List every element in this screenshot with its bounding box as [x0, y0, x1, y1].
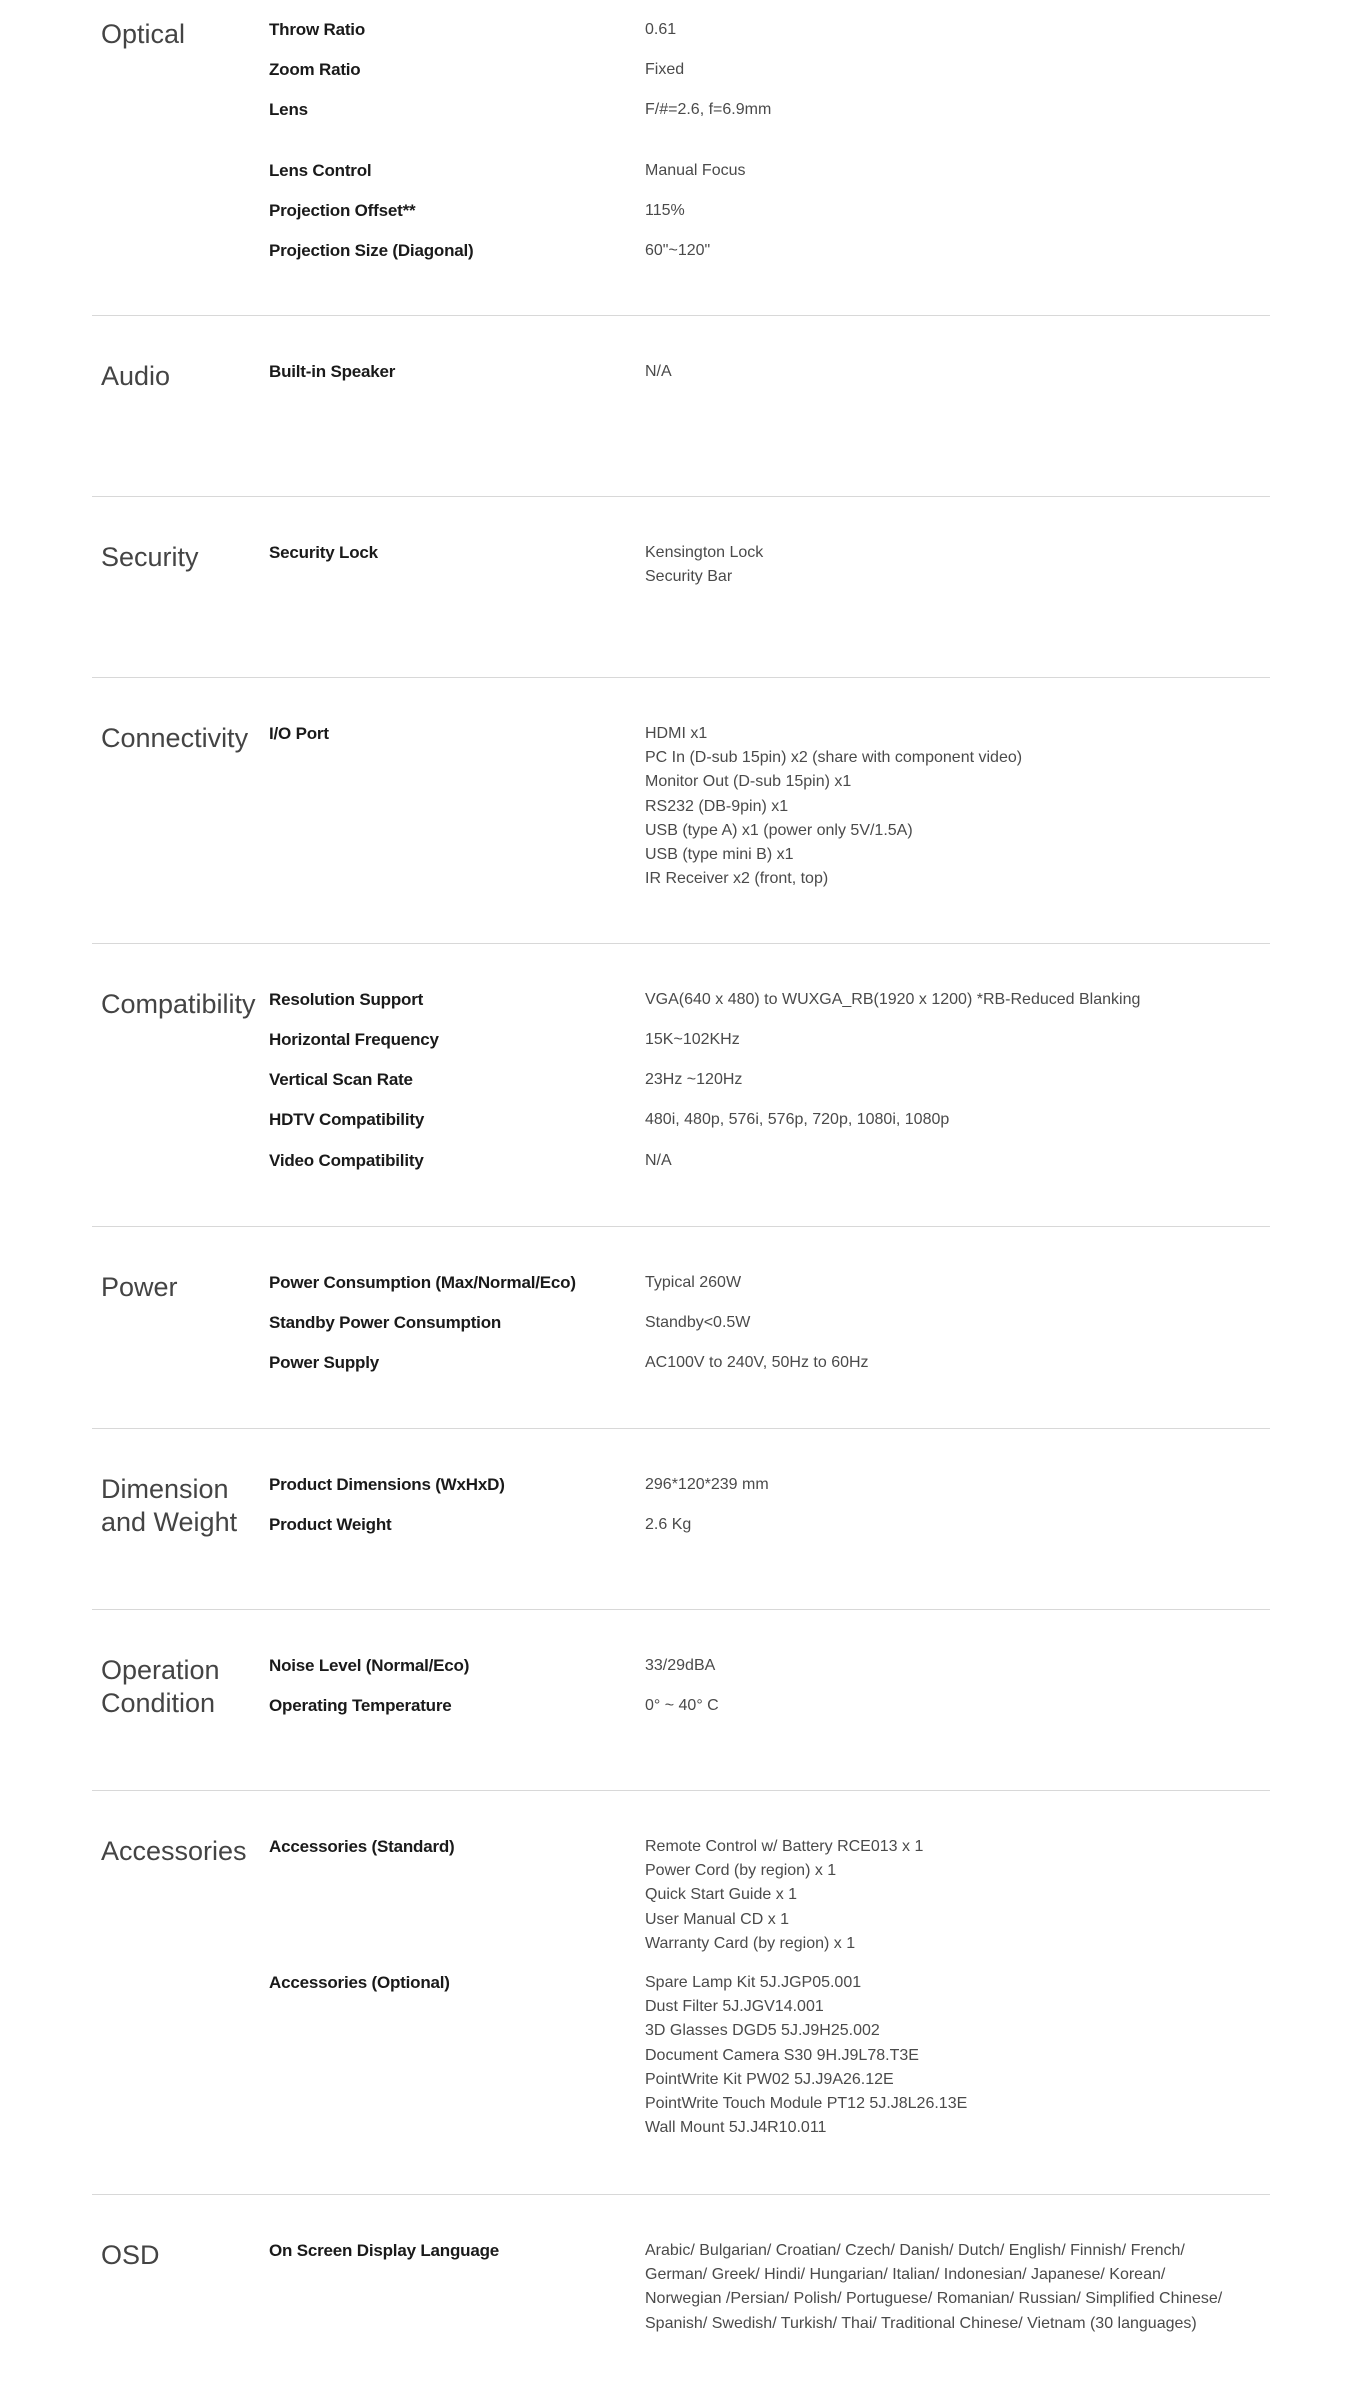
- spec-value: F/#=2.6, f=6.9mm: [645, 101, 772, 118]
- section-osd: [92, 2195, 1270, 2385]
- spec-label: Resolution Support: [269, 990, 424, 1009]
- spec-value: Remote Control w/ Battery RCE013 x 1: [645, 1838, 924, 1855]
- spec-label: Product Weight: [269, 1515, 392, 1534]
- spec-value: 480i, 480p, 576i, 576p, 720p, 1080i, 1080p: [645, 1111, 950, 1128]
- spec-value: Standby<0.5W: [645, 1314, 751, 1331]
- spec-value: Fixed: [645, 61, 685, 78]
- section-title-line: and Weight: [101, 1507, 238, 1537]
- spec-label: Accessories (Standard): [269, 1837, 455, 1856]
- section-title: Security: [101, 542, 199, 572]
- spec-label: Lens Control: [269, 161, 372, 180]
- spec-value: 0.61: [645, 21, 677, 38]
- spec-value: USB (type A) x1 (power only 5V/1.5A): [645, 821, 913, 839]
- spec-value: USB (type mini B) x1: [645, 846, 794, 864]
- spec-label: Lens: [269, 100, 308, 119]
- section-optical: [92, 0, 1270, 316]
- spec-label: Product Dimensions (WxHxD): [269, 1475, 505, 1494]
- section-title-line: Operation: [101, 1655, 220, 1685]
- spec-value: Document Camera S30 9H.J9L78.T3E: [645, 2046, 919, 2064]
- spec-label: Operating Temperature: [269, 1696, 452, 1715]
- spec-label: Projection Size (Diagonal): [269, 241, 474, 260]
- spec-value: Kensington Lock: [645, 544, 764, 561]
- spec-value: PC In (D-sub 15pin) x2 (share with component video): [645, 749, 1023, 767]
- section-compatibility: [92, 944, 1270, 1227]
- section-power: [92, 1227, 1270, 1429]
- section-title: [101, 1473, 237, 1539]
- spec-value: N/A: [645, 1152, 672, 1169]
- spec-value: Dust Filter 5J.JGV14.001: [645, 1998, 824, 2016]
- spec-value: PointWrite Kit PW02 5J.J9A26.12E: [645, 2070, 894, 2088]
- spec-value: Security Bar: [645, 568, 733, 586]
- spec-value: Wall Mount 5J.J4R10.011: [645, 2119, 827, 2137]
- spec-label: Power Supply: [269, 1353, 380, 1372]
- spec-value: PointWrite Touch Module PT12 5J.J8L26.13E: [645, 2095, 968, 2113]
- section-title-line: Dimension: [101, 1474, 229, 1504]
- section-title: [101, 1654, 220, 1720]
- section-accessories: [92, 1791, 1270, 2195]
- spec-value: Power Cord (by region) x 1: [645, 1862, 837, 1880]
- spec-value: HDMI x1: [645, 725, 708, 742]
- spec-table: [92, 0, 1270, 2385]
- section-title-line: Condition: [101, 1688, 216, 1718]
- spec-value: N/A: [645, 363, 672, 380]
- spec-value: RS232 (DB-9pin) x1: [645, 797, 789, 815]
- spec-value: Quick Start Guide x 1: [645, 1886, 798, 1904]
- spec-label: Built-in Speaker: [269, 362, 396, 381]
- spec-value: 15K~102KHz: [645, 1031, 740, 1048]
- spec-value: 60"~120": [645, 242, 711, 259]
- section-title: Compatibility: [101, 989, 256, 1019]
- spec-label: Projection Offset**: [269, 201, 416, 220]
- spec-label: Video Compatibility: [269, 1151, 424, 1170]
- section-connectivity: [92, 678, 1270, 944]
- spec-label: Noise Level (Normal/Eco): [269, 1656, 470, 1675]
- spec-label: Power Consumption (Max/Normal/Eco): [269, 1273, 576, 1292]
- spec-value: Arabic/ Bulgarian/ Croatian/ Czech/ Danish/ Dutch/ English/ Finnish/ French/: [645, 2242, 1185, 2259]
- section-title: Power: [101, 1272, 178, 1302]
- spec-value: AC100V to 240V, 50Hz to 60Hz: [645, 1354, 869, 1371]
- spec-label: Throw Ratio: [269, 20, 366, 39]
- spec-label: Accessories (Optional): [269, 1973, 450, 1992]
- spec-value: Typical 260W: [645, 1274, 742, 1291]
- spec-value: Spare Lamp Kit 5J.JGP05.001: [645, 1974, 862, 1991]
- spec-label: Standby Power Consumption: [269, 1313, 502, 1332]
- spec-label: Horizontal Frequency: [269, 1030, 439, 1049]
- section-audio: [92, 316, 1270, 497]
- spec-value: 33/29dBA: [645, 1657, 716, 1674]
- spec-value: VGA(640 x 480) to WUXGA_RB(1920 x 1200) *RB-Reduced Blanking: [645, 991, 1141, 1008]
- spec-value: Monitor Out (D-sub 15pin) x1: [645, 773, 852, 791]
- spec-value: 23Hz ~120Hz: [645, 1071, 743, 1088]
- spec-value: 2.6 Kg: [645, 1516, 692, 1533]
- spec-label: Zoom Ratio: [269, 60, 361, 79]
- spec-value: Manual Focus: [645, 162, 746, 179]
- section-title: OSD: [101, 2240, 160, 2270]
- spec-label: HDTV Compatibility: [269, 1110, 425, 1129]
- section-dimension: [92, 1429, 1270, 1610]
- spec-value: Warranty Card (by region) x 1: [645, 1934, 856, 1952]
- spec-value: Norwegian /Persian/ Polish/ Portuguese/ Romanian/ Russian/ Simplified Chinese/: [645, 2290, 1223, 2308]
- spec-value: 115%: [645, 202, 685, 219]
- spec-value: Spanish/ Swedish/ Turkish/ Thai/ Traditional Chinese/ Vietnam (30 languages): [645, 2314, 1197, 2332]
- spec-label: Vertical Scan Rate: [269, 1070, 413, 1089]
- section-title: Optical: [101, 19, 186, 49]
- section-operation: [92, 1610, 1270, 1791]
- section-title: Accessories: [101, 1836, 247, 1866]
- spec-value: 3D Glasses DGD5 5J.J9H25.002: [645, 2022, 880, 2040]
- section-title: Connectivity: [101, 723, 249, 753]
- section-title: Audio: [101, 361, 171, 391]
- spec-label: I/O Port: [269, 724, 329, 743]
- spec-value: 296*120*239 mm: [645, 1476, 769, 1493]
- spec-label: On Screen Display Language: [269, 2241, 500, 2260]
- spec-value: User Manual CD x 1: [645, 1910, 790, 1928]
- spec-value: German/ Greek/ Hindi/ Hungarian/ Italian/ Indonesian/ Japanese/ Korean/: [645, 2266, 1166, 2284]
- section-security: [92, 497, 1270, 678]
- spec-label: Security Lock: [269, 543, 378, 562]
- spec-value: IR Receiver x2 (front, top): [645, 870, 829, 888]
- spec-value: 0° ~ 40° C: [645, 1697, 719, 1714]
